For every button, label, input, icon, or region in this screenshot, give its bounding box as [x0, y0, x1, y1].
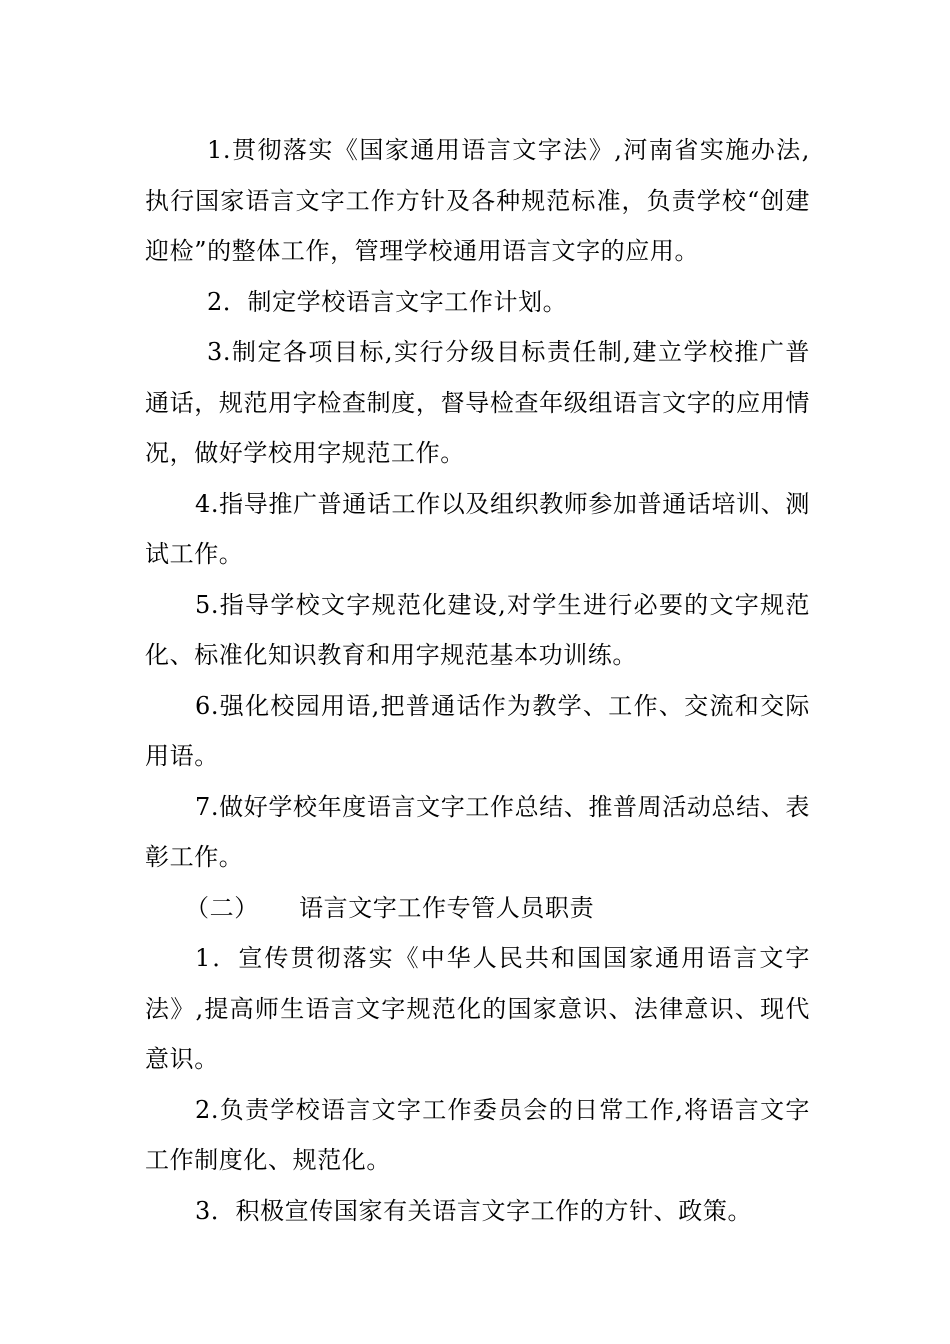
section1-item-3: 3.制定各项目标,实行分级目标责任制,建立学校推广普通话，规范用字检查制度，督导检查年级组语言文字的应用情况，做好学校用字规范工作。 — [145, 338, 810, 467]
section2-heading — [145, 883, 810, 934]
section1-item-1: 1.贯彻落实《国家通用语言文字法》,河南省实施办法,执行国家语言文字工作方针及各种规范标准，负责学校“创建迎检”的整体工作，管理学校通用语言文字的应用。 — [145, 136, 810, 265]
section2-item-1: 1．宣传贯彻落实《中华人民共和国国家通用语言文字法》,提高师生语言文字规范化的国家意识、法律意识、现代意识。 — [145, 944, 810, 1073]
section1-item-2: 2．制定学校语言文字工作计划。 — [207, 287, 568, 316]
section1-item-6: 6.强化校园用语,把普通话作为教学、工作、交流和交际用语。 — [145, 691, 810, 770]
section1-item-5: 5.指导学校文字规范化建设,对学生进行必要的文字规范化、标准化知识教育和用字规范基本功训练。 — [145, 590, 810, 669]
section2-item-2: 2.负责学校语言文字工作委员会的日常工作,将语言文字工作制度化、规范化。 — [145, 1095, 810, 1174]
section1-item-7: 7.做好学校年度语言文字工作总结、推普周活动总结、表彰工作。 — [145, 792, 810, 871]
section1-item-4: 4.指导推广普通话工作以及组织教师参加普通话培训、测试工作。 — [145, 489, 810, 568]
section2-title: 语言文字工作专管人员职责 — [299, 893, 595, 922]
section2-item-3: 3．积极宣传国家有关语言文字工作的方针、政策。 — [195, 1196, 753, 1225]
document-body — [145, 125, 810, 1236]
section2-number: （二） — [185, 893, 259, 922]
